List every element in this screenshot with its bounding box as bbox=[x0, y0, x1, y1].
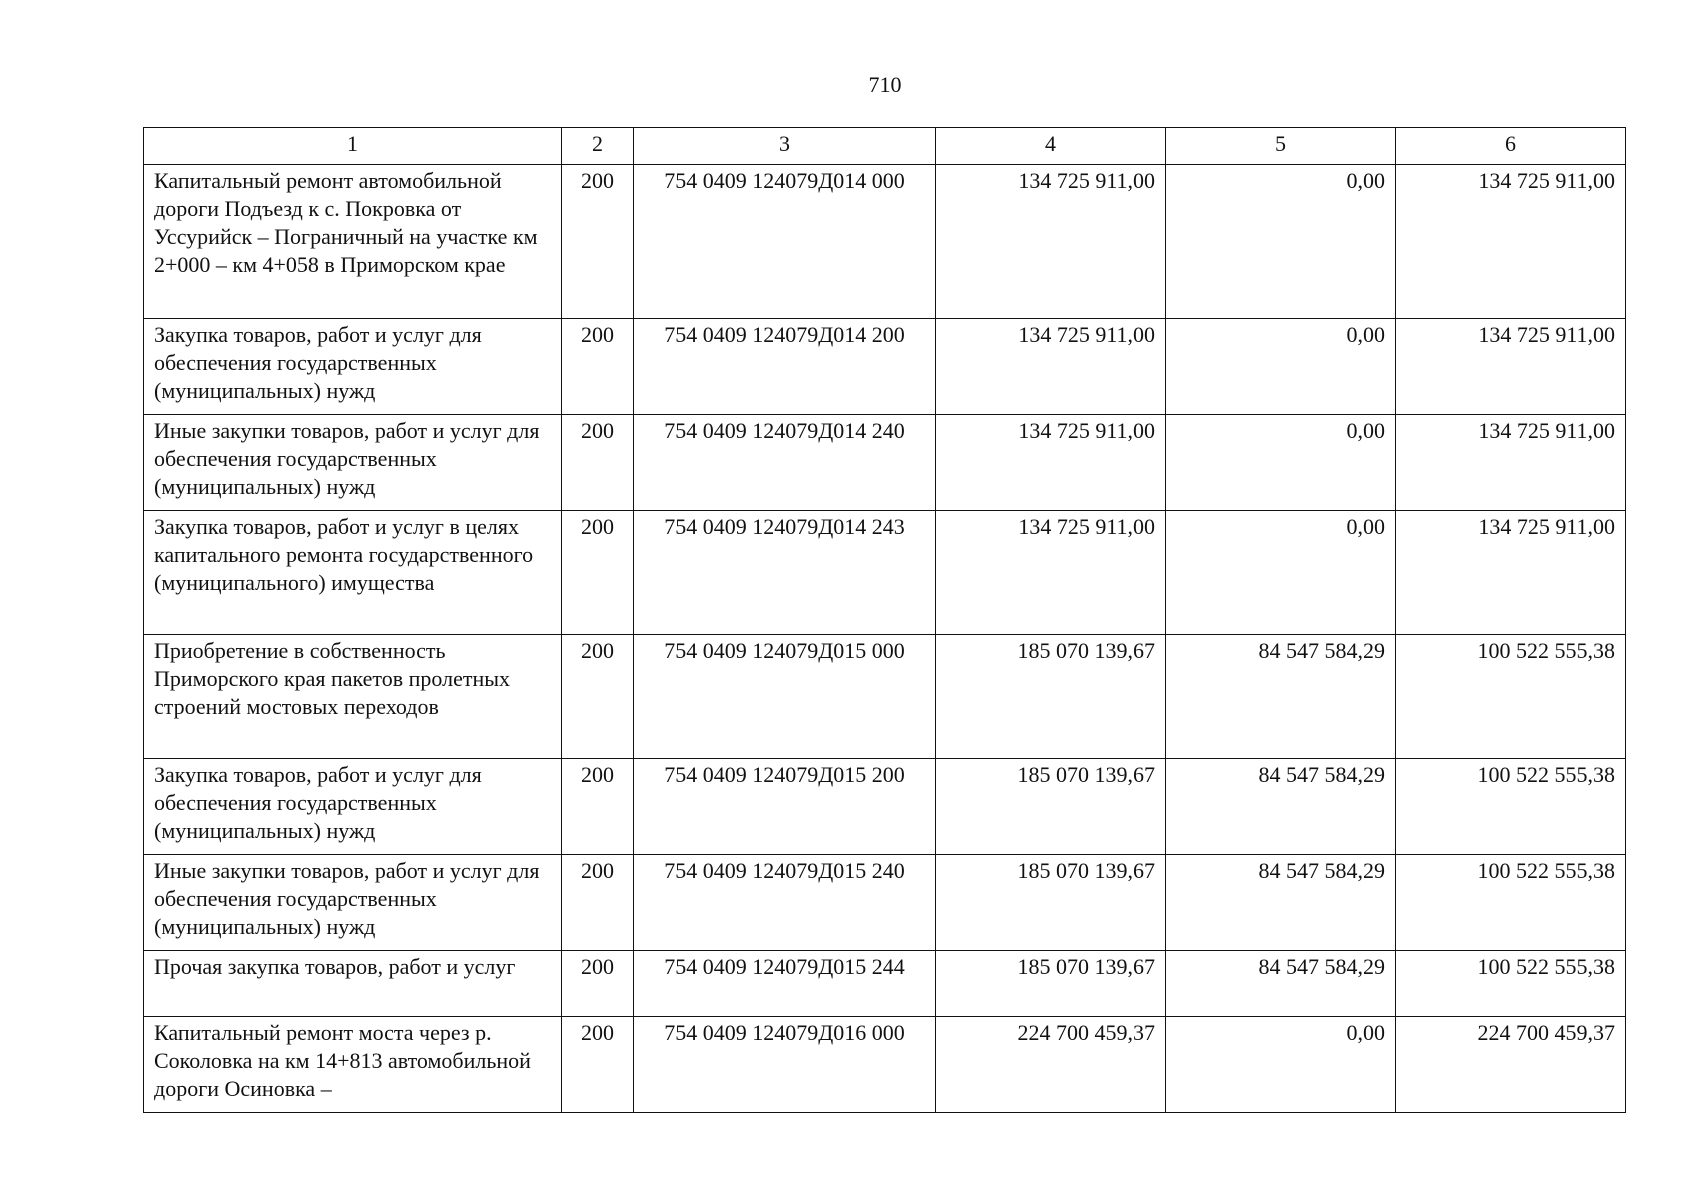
table-row bbox=[144, 951, 1626, 1017]
column-header: 3 bbox=[634, 128, 936, 165]
row-code-cell: 754 0409 124079Д016 000 bbox=[634, 1017, 936, 1113]
row-sum1-cell: 185 070 139,67 bbox=[936, 759, 1166, 855]
row-sum3-cell: 100 522 555,38 bbox=[1396, 635, 1626, 759]
row-code-cell: 754 0409 124079Д015 000 bbox=[634, 635, 936, 759]
row-sum2-cell: 0,00 bbox=[1166, 319, 1396, 415]
column-header: 1 bbox=[144, 128, 562, 165]
row-sum1-cell: 185 070 139,67 bbox=[936, 951, 1166, 1017]
row-name-cell: Капитальный ремонт моста через р. Соколовка на км 14+813 автомобильной дороги Осиновка – bbox=[144, 1017, 562, 1113]
column-header: 2 bbox=[562, 128, 634, 165]
row-code-cell: 754 0409 124079Д015 200 bbox=[634, 759, 936, 855]
table-row bbox=[144, 759, 1626, 855]
row-sum2-cell: 84 547 584,29 bbox=[1166, 855, 1396, 951]
table-row bbox=[144, 165, 1626, 319]
row-sum1-cell: 185 070 139,67 bbox=[936, 855, 1166, 951]
row-sum3-cell: 100 522 555,38 bbox=[1396, 855, 1626, 951]
table-row bbox=[144, 635, 1626, 759]
row-admin-cell: 200 bbox=[562, 415, 634, 511]
row-sum2-cell: 84 547 584,29 bbox=[1166, 951, 1396, 1017]
column-header: 4 bbox=[936, 128, 1166, 165]
row-sum1-cell: 185 070 139,67 bbox=[936, 635, 1166, 759]
table-row bbox=[144, 855, 1626, 951]
row-sum2-cell: 84 547 584,29 bbox=[1166, 635, 1396, 759]
row-sum2-cell: 0,00 bbox=[1166, 511, 1396, 635]
row-name-cell: Иные закупки товаров, работ и услуг для обеспечения государственных (муниципальных) нужд bbox=[144, 855, 562, 951]
row-sum1-cell: 134 725 911,00 bbox=[936, 511, 1166, 635]
row-admin-cell: 200 bbox=[562, 951, 634, 1017]
row-name-cell: Закупка товаров, работ и услуг в целях капитального ремонта государственного (муниципального) имущества bbox=[144, 511, 562, 635]
row-name-cell: Прочая закупка товаров, работ и услуг bbox=[144, 951, 562, 1017]
row-admin-cell: 200 bbox=[562, 165, 634, 319]
row-sum3-cell: 134 725 911,00 bbox=[1396, 511, 1626, 635]
row-sum2-cell: 0,00 bbox=[1166, 165, 1396, 319]
row-sum3-cell: 134 725 911,00 bbox=[1396, 415, 1626, 511]
row-admin-cell: 200 bbox=[562, 759, 634, 855]
row-admin-cell: 200 bbox=[562, 511, 634, 635]
row-sum1-cell: 134 725 911,00 bbox=[936, 319, 1166, 415]
row-name-cell: Закупка товаров, работ и услуг для обеспечения государственных (муниципальных) нужд bbox=[144, 759, 562, 855]
row-sum1-cell: 134 725 911,00 bbox=[936, 415, 1166, 511]
row-code-cell: 754 0409 124079Д014 200 bbox=[634, 319, 936, 415]
row-sum1-cell: 224 700 459,37 bbox=[936, 1017, 1166, 1113]
table-row bbox=[144, 415, 1626, 511]
row-code-cell: 754 0409 124079Д015 244 bbox=[634, 951, 936, 1017]
row-sum2-cell: 0,00 bbox=[1166, 1017, 1396, 1113]
column-header: 5 bbox=[1166, 128, 1396, 165]
row-admin-cell: 200 bbox=[562, 855, 634, 951]
row-sum3-cell: 134 725 911,00 bbox=[1396, 319, 1626, 415]
row-name-cell: Закупка товаров, работ и услуг для обеспечения государственных (муниципальных) нужд bbox=[144, 319, 562, 415]
header-row bbox=[144, 128, 1626, 165]
row-sum3-cell: 100 522 555,38 bbox=[1396, 951, 1626, 1017]
row-sum3-cell: 134 725 911,00 bbox=[1396, 165, 1626, 319]
row-admin-cell: 200 bbox=[562, 319, 634, 415]
column-header: 6 bbox=[1396, 128, 1626, 165]
row-sum3-cell: 100 522 555,38 bbox=[1396, 759, 1626, 855]
row-sum2-cell: 0,00 bbox=[1166, 415, 1396, 511]
budget-table bbox=[143, 127, 1626, 1113]
row-code-cell: 754 0409 124079Д015 240 bbox=[634, 855, 936, 951]
page-number: 710 bbox=[868, 72, 902, 97]
row-code-cell: 754 0409 124079Д014 240 bbox=[634, 415, 936, 511]
row-sum1-cell: 134 725 911,00 bbox=[936, 165, 1166, 319]
row-code-cell: 754 0409 124079Д014 000 bbox=[634, 165, 936, 319]
row-name-cell: Капитальный ремонт автомобильной дороги Подъезд к с. Покровка от Уссурийск – Пограничный на участке км 2+000 – км 4+058 в Приморском крае bbox=[144, 165, 562, 319]
table-row bbox=[144, 511, 1626, 635]
row-sum2-cell: 84 547 584,29 bbox=[1166, 759, 1396, 855]
row-name-cell: Иные закупки товаров, работ и услуг для обеспечения государственных (муниципальных) нужд bbox=[144, 415, 562, 511]
row-name-cell: Приобретение в собственность Приморского края пакетов пролетных строений мостовых переходов bbox=[144, 635, 562, 759]
row-admin-cell: 200 bbox=[562, 1017, 634, 1113]
row-admin-cell: 200 bbox=[562, 635, 634, 759]
row-code-cell: 754 0409 124079Д014 243 bbox=[634, 511, 936, 635]
row-sum3-cell: 224 700 459,37 bbox=[1396, 1017, 1626, 1113]
table-row bbox=[144, 1017, 1626, 1113]
table-row bbox=[144, 319, 1626, 415]
